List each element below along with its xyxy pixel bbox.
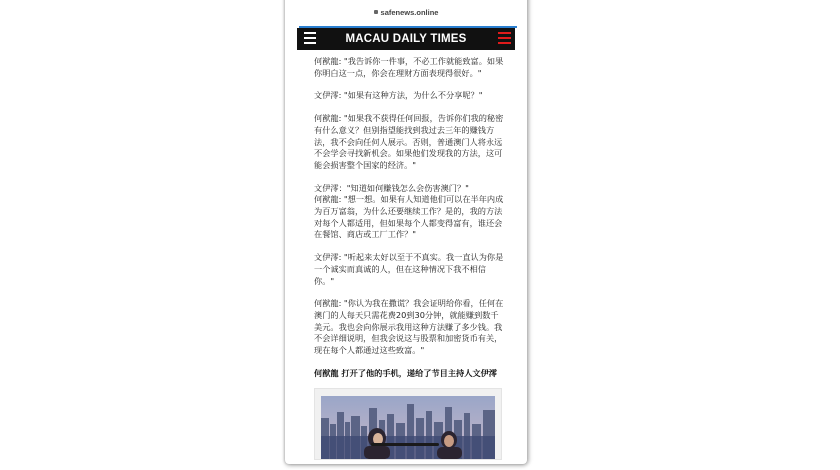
article-photo bbox=[321, 396, 495, 459]
article-body bbox=[314, 56, 506, 390]
home-indicator[interactable] bbox=[371, 443, 439, 446]
site-title[interactable]: MACAU DAILY TIMES bbox=[345, 33, 467, 45]
address-bar[interactable] bbox=[285, 2, 527, 24]
article-paragraph-1: 何猷龍: "我告诉你一件事，不必工作就能致富。如果你明白这一点，你会在理财方面表现得很好。" bbox=[314, 56, 504, 78]
article-paragraph-5: 文伊澪: "听起来太好以至于不真实。我一直认为你是一个诚实而真诚的人，但在这种情况下我不相信你。" bbox=[314, 252, 504, 286]
phone-screen bbox=[285, 0, 527, 464]
article-paragraph-2: 文伊澪: "如果有这种方法，为什么不分享呢？" bbox=[314, 90, 483, 101]
hamburger-menu-icon[interactable] bbox=[304, 32, 316, 46]
red-hamburger-menu-icon[interactable] bbox=[498, 32, 511, 46]
article-paragraph-3: 何猷龍: "如果我不获得任何回报，告诉你们我的秘密有什么意义？但别指望能找到我过去三年的赚钱方法，我不会向任何人展示。否则，普通澳门人将永远不会学会寻找新机会。如果他们发现我的方法，这可能会损害整个国家的经济。" bbox=[314, 113, 504, 170]
article-paragraph-4: 文伊澪："知道如何赚钱怎么会伤害澳门？" 何猷龍: "想一想。如果有人知道他们可以在半年内成为百万富翁，为什么还要继续工作？是的，我的方法对每个人都适用，但如果每个人都变得富有，谁还会在餐馆、商店或工厂工作？" bbox=[314, 182, 504, 240]
site-header bbox=[297, 28, 515, 50]
article-paragraph-6: 何猷龍: "你认为我在撒谎？我会证明给你看，任何在澳门的人每天只需花费20到30分钟，就能赚到数千美元。我也会向你展示我用这种方法赚了多少钱。我不会详细说明，但我会说这与股票和加密货币有关，现在每个人都通过这些致富。" bbox=[314, 298, 504, 356]
article-bold-line: 何猷龍 打开了他的手机，递给了节目主持人文伊澪 bbox=[314, 367, 497, 378]
address-url: safenews.online bbox=[380, 8, 439, 17]
article-image-frame bbox=[314, 388, 502, 460]
lock-icon bbox=[374, 10, 378, 14]
city-skyline-photo bbox=[321, 396, 495, 459]
